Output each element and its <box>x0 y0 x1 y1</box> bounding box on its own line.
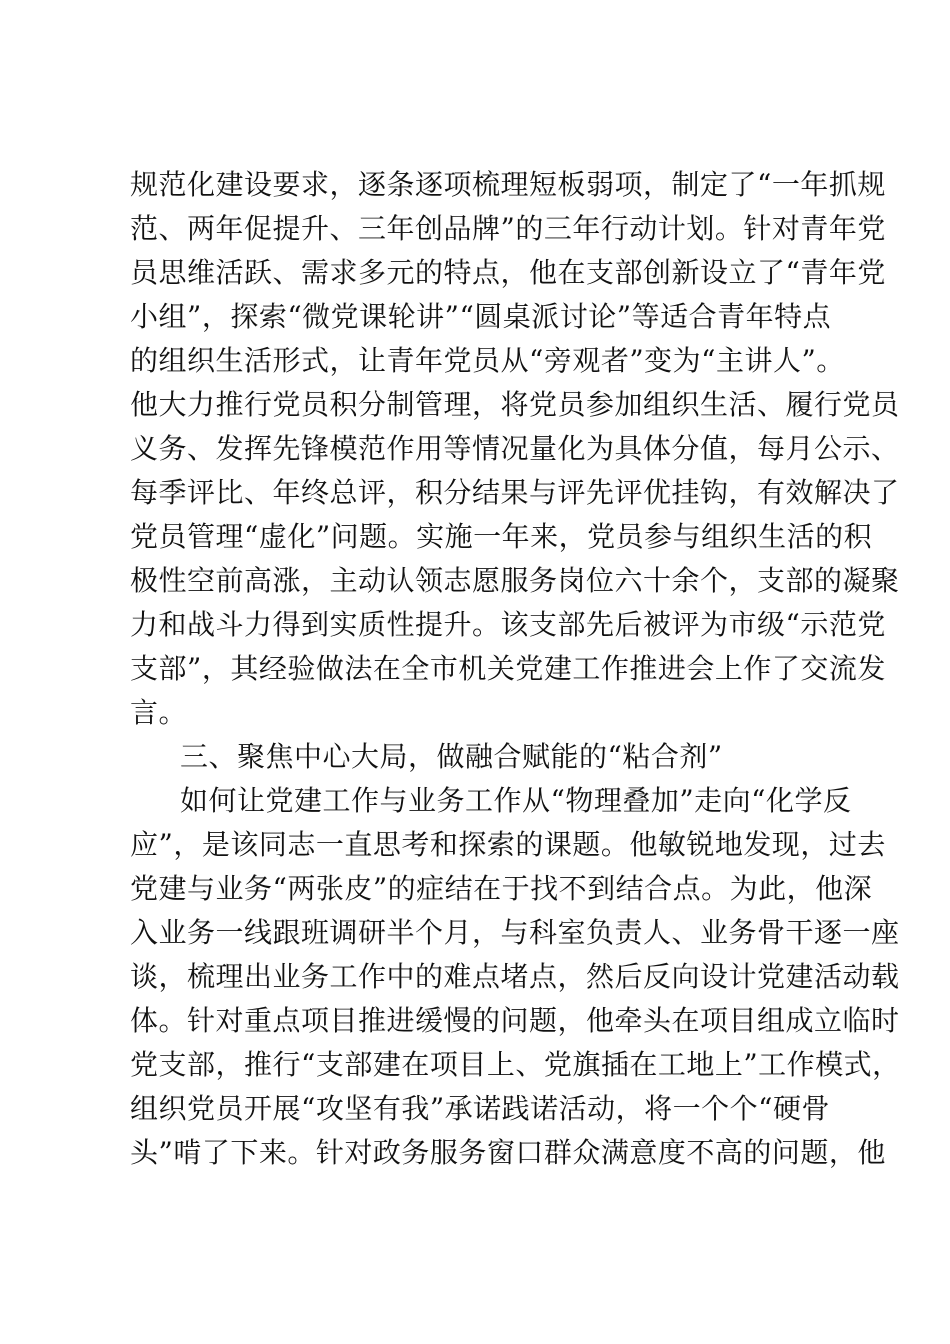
body-text-line: 头”啃了下来。针对政务服务窗口群众满意度不高的问题，他 <box>130 1136 886 1169</box>
body-text-line: 入业务一线跟班调研半个月，与科室负责人、业务骨干逐一座 <box>130 916 900 949</box>
body-text-line: 规范化建设要求，逐条逐项梳理短板弱项，制定了“一年抓规 <box>130 168 886 201</box>
body-text-line: 党支部，推行“支部建在项目上、党旗插在工地上”工作模式， <box>130 1048 901 1081</box>
body-text-line: 言。 <box>130 696 188 729</box>
body-text-line: 党员管理“虚化”问题。实施一年来，党员参与组织生活的积 <box>130 520 873 553</box>
body-text-line: 谈，梳理出业务工作中的难点堵点，然后反向设计党建活动载 <box>130 960 900 993</box>
body-text-line: 他大力推行党员积分制管理，将党员参加组织生活、履行党员 <box>130 388 900 421</box>
body-text-line: 组织党员开展“攻坚有我”承诺践诺活动，将一个个“硬骨 <box>130 1092 830 1125</box>
body-text-line: 范、两年促提升、三年创品牌”的三年行动计划。针对青年党 <box>130 212 886 245</box>
body-text-line: 党建与业务“两张皮”的症结在于找不到结合点。为此，他深 <box>130 872 873 905</box>
body-text-line: 极性空前高涨，主动认领志愿服务岗位六十余个，支部的凝聚 <box>130 564 900 597</box>
body-text-line: 力和战斗力得到实质性提升。该支部先后被评为市级“示范党 <box>130 608 886 641</box>
body-text-line: 义务、发挥先锋模范作用等情况量化为具体分值，每月公示、 <box>130 432 900 465</box>
body-text-line: 体。针对重点项目推进缓慢的问题，他牵头在项目组成立临时 <box>130 1004 900 1037</box>
paragraph-first-line: 如何让党建工作与业务工作从“物理叠加”走向“化学反 <box>180 784 852 817</box>
body-text-line: 的组织生活形式，让青年党员从“旁观者”变为“主讲人”。 <box>130 344 845 377</box>
body-text-line: 每季评比、年终总评，积分结果与评先评优挂钩，有效解决了 <box>130 476 900 509</box>
body-text-line: 小组”，探索“微党课轮讲”“圆桌派讨论”等适合青年特点 <box>130 300 832 333</box>
section-heading: 三、聚焦中心大局，做融合赋能的“粘合剂” <box>180 740 723 773</box>
body-text-line: 员思维活跃、需求多元的特点，他在支部创新设立了“青年党 <box>130 256 886 289</box>
body-text-line: 支部”，其经验做法在全市机关党建工作推进会上作了交流发 <box>130 652 886 685</box>
body-text-line: 应”，是该同志一直思考和探索的课题。他敏锐地发现，过去 <box>130 828 886 861</box>
